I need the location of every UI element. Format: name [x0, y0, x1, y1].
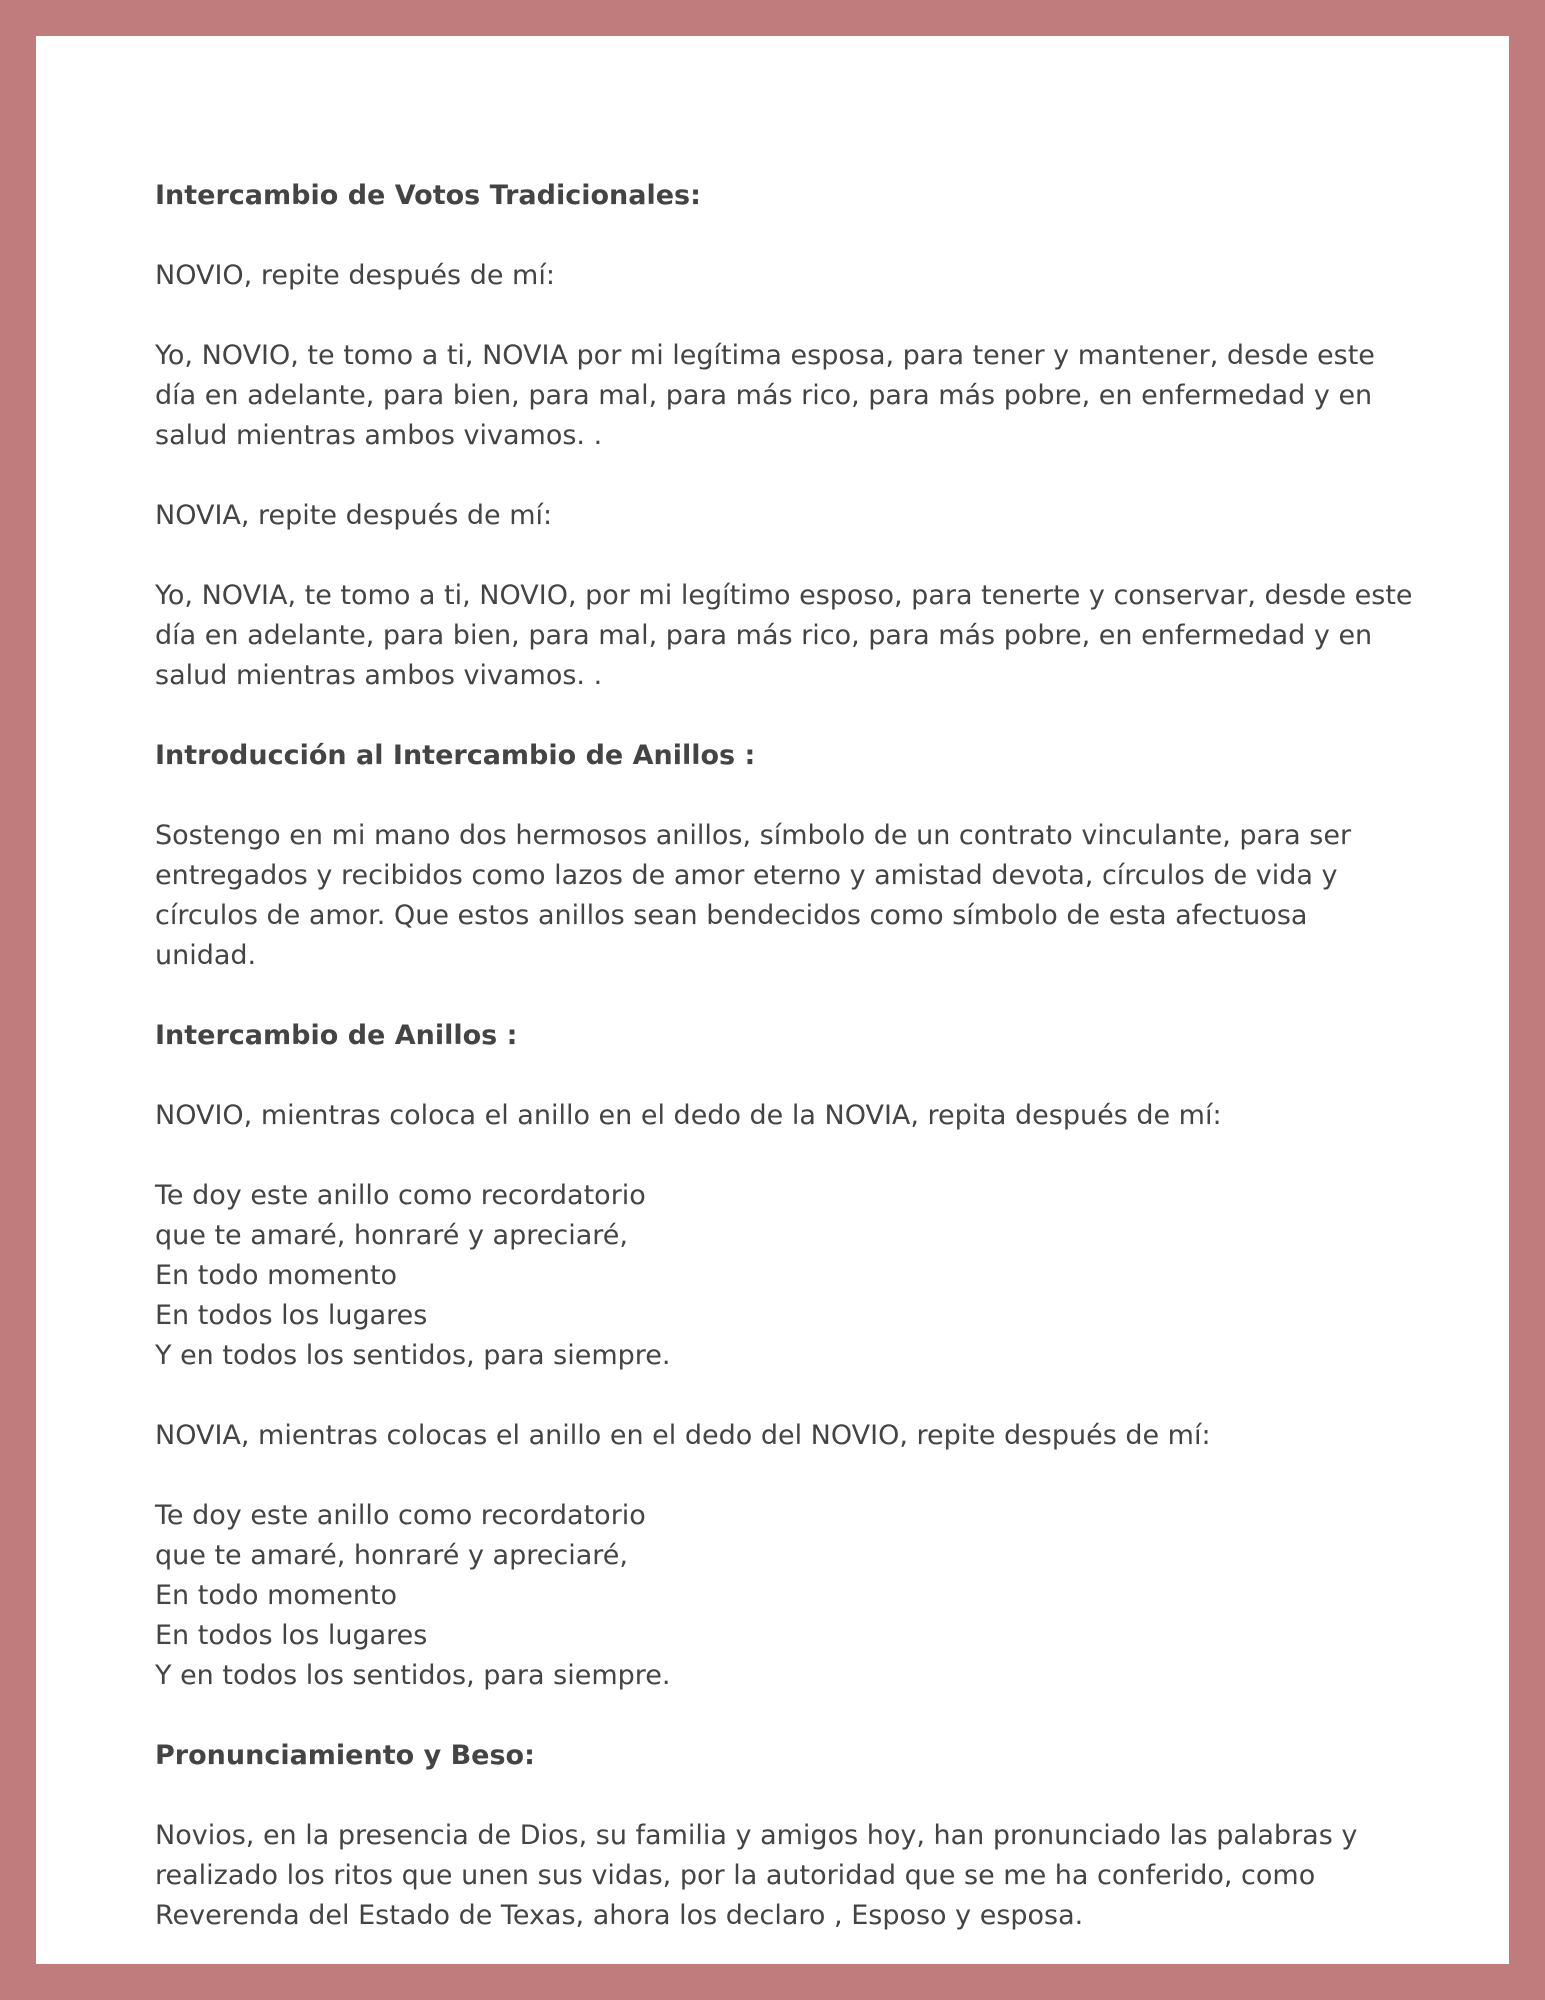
verse-line: En todos los lugares — [155, 1300, 428, 1331]
groom-vow: Yo, NOVIO, te tomo a ti, NOVIA por mi legítima esposa, para tener y mantener, desde este día en adelante, para bien, para mal, para más rico, para más pobre, en enfermedad y en salud mientras ambos vivamos. . — [155, 340, 1375, 451]
bride-ring-prompt: NOVIA, mientras colocas el anillo en el dedo del NOVIO, repite después de mí: — [155, 1420, 1211, 1451]
verse-line: En todo momento — [155, 1580, 398, 1611]
verse-line: En todos los lugares — [155, 1620, 428, 1651]
pronouncement-text: Novios, en la presencia de Dios, su familia y amigos hoy, han pronunciado las palabras y realizado los ritos que unen sus vidas, por la autoridad que se me ha conferido, como Reverenda del Estado de Texas, ahora los declaro , Esposo y esposa. — [155, 1820, 1358, 1931]
verse-line: Te doy este anillo como recordatorio — [155, 1180, 646, 1211]
groom-prompt: NOVIO, repite después de mí: — [155, 260, 555, 291]
verse-line: que te amaré, honraré y apreciaré, — [155, 1220, 628, 1251]
ceremony-text — [155, 176, 1415, 1936]
pronouncement-heading: Pronunciamiento y Beso: — [155, 1740, 535, 1771]
rings-intro-heading: Introducción al Intercambio de Anillos : — [155, 740, 756, 771]
vows-heading: Intercambio de Votos Tradicionales: — [155, 180, 701, 211]
verse-line: Te doy este anillo como recordatorio — [155, 1500, 646, 1531]
rings-exchange-heading: Intercambio de Anillos : — [155, 1020, 518, 1051]
groom-ring-verse — [155, 1176, 1415, 1376]
verse-line: Y en todos los sentidos, para siempre. — [155, 1660, 671, 1691]
document-page — [36, 36, 1509, 1964]
bride-vow: Yo, NOVIA, te tomo a ti, NOVIO, por mi legítimo esposo, para tenerte y conservar, desde este día en adelante, para bien, para mal, para más rico, para más pobre, en enfermedad y en salud mientras ambos vivamos. . — [155, 580, 1413, 691]
groom-ring-prompt: NOVIO, mientras coloca el anillo en el dedo de la NOVIA, repita después de mí: — [155, 1100, 1222, 1131]
bride-prompt: NOVIA, repite después de mí: — [155, 500, 553, 531]
rings-intro-text: Sostengo en mi mano dos hermosos anillos, símbolo de un contrato vinculante, para ser entregados y recibidos como lazos de amor eterno y amistad devota, círculos de vida y círculos de amor. Que estos anillos sean bendecidos como símbolo de esta afectuosa unidad. — [155, 820, 1352, 971]
verse-line: En todo momento — [155, 1260, 398, 1291]
verse-line: que te amaré, honraré y apreciaré, — [155, 1540, 628, 1571]
verse-line: Y en todos los sentidos, para siempre. — [155, 1340, 671, 1371]
bride-ring-verse — [155, 1496, 1415, 1696]
